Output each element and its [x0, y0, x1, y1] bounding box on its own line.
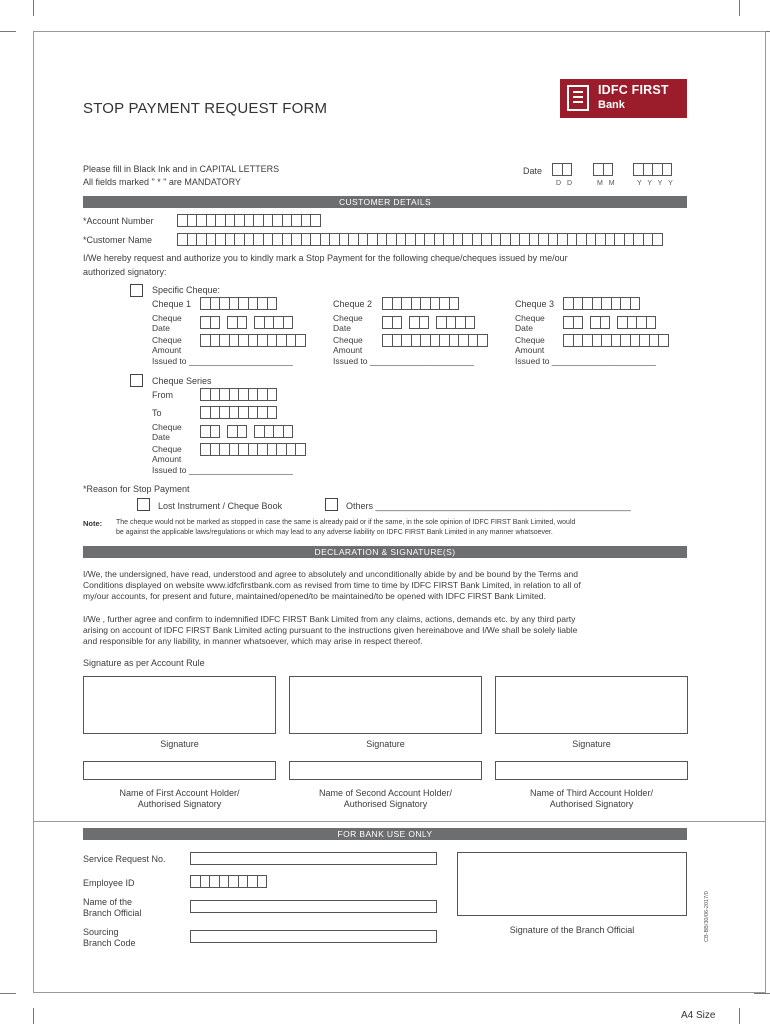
- date-hint-month: M M: [597, 180, 617, 187]
- cheque-date-label: Cheque Date: [333, 313, 363, 333]
- crop-mark: [0, 993, 16, 994]
- bank-logo: [560, 79, 687, 117]
- declaration-paragraph-2: I/We , further agree and confirm to indemnified IDFC FIRST Bank Limited from any claims, actions, demands etc. by any third party arising on account of IDFC FIRST Bank Limited acting pursuant to the instructions given hereinabove and I/We shall be solely liable and responsible for any liability, in manner whatsoever, which may arise in respect thereof.: [83, 614, 578, 646]
- cheque-1-number-boxes[interactable]: [200, 297, 276, 310]
- series-issued-to[interactable]: Issued to ______________________: [152, 465, 293, 475]
- service-request-label: Service Request No.: [83, 854, 166, 864]
- instruction-line: All fields marked " * " are MANDATORY: [83, 177, 241, 187]
- crop-mark: [33, 1008, 34, 1024]
- holder-name-field-1[interactable]: [83, 761, 276, 780]
- others-checkbox[interactable]: [325, 498, 338, 511]
- service-request-field[interactable]: [190, 852, 437, 865]
- signature-caption: Signature: [160, 739, 199, 749]
- cheque-1-label: Cheque 1: [152, 299, 192, 309]
- cheque-3-amount-boxes[interactable]: [563, 334, 668, 347]
- date-day-boxes[interactable]: [552, 163, 571, 176]
- crop-mark: [739, 0, 740, 16]
- cheque-date-label: Cheque Date: [515, 313, 545, 333]
- series-amount-boxes[interactable]: [200, 443, 305, 456]
- logo-text: IDFC FIRST: [598, 83, 669, 97]
- request-text: I/We hereby request and authorize you to kindly mark a Stop Payment for the following cheque/cheques issued by me/our: [83, 253, 568, 263]
- specific-cheque-label: Specific Cheque:: [152, 285, 221, 295]
- date-hint-day: D D: [556, 180, 575, 187]
- note-label: Note:: [83, 519, 103, 528]
- cheque-amount-label: Cheque Amount: [515, 335, 545, 355]
- cheque-1-amount-boxes[interactable]: [200, 334, 305, 347]
- cheque-2-label: Cheque 2: [333, 299, 373, 309]
- cheque-3-issued-to[interactable]: Issued to ______________________: [515, 356, 656, 366]
- crop-mark: [739, 1008, 740, 1024]
- signature-box-1[interactable]: [83, 676, 276, 734]
- cheque-2-amount-boxes[interactable]: [382, 334, 487, 347]
- holder-caption-3: Name of Third Account Holder/ Authorised Signatory: [530, 788, 653, 809]
- cheque-3-label: Cheque 3: [515, 299, 555, 309]
- date-hint-year: Y Y Y Y: [637, 180, 675, 187]
- customer-name-boxes[interactable]: [177, 233, 662, 246]
- note-text: The cheque would not be marked as stopped in case the same is already paid or if the same, in the sole opinion of IDFC FIRST Bank Limited, would: [116, 519, 576, 526]
- specific-cheque-checkbox[interactable]: [130, 284, 143, 297]
- section-divider: [33, 821, 766, 822]
- cheque-amount-label: Cheque Amount: [333, 335, 363, 355]
- bank-use-header: FOR BANK USE ONLY: [83, 828, 687, 840]
- account-number-boxes[interactable]: [177, 214, 320, 227]
- branch-official-label: Name of the Branch Official: [83, 897, 142, 918]
- cheque-3-number-boxes[interactable]: [563, 297, 639, 310]
- holder-name-field-2[interactable]: [289, 761, 482, 780]
- declaration-header: DECLARATION & SIGNATURE(S): [83, 546, 687, 558]
- declaration-paragraph-1: I/We, the undersigned, have read, understood and agree to absolutely and unconditionally abide by and be bound by the Terms and Conditions displayed on website www.idfcfirstbank.com as revised from time to time by IDFC FIRST Bank Limited, in relation to all of my/our accounts, for present and future, maintained/opened/to be maintained/to be opened with IDFC FIRST Bank Limited.: [83, 569, 581, 601]
- cheque-amount-label: Cheque Amount: [152, 335, 182, 355]
- signature-caption: Signature: [572, 739, 611, 749]
- customer-details-header: CUSTOMER DETAILS: [83, 196, 687, 208]
- instruction-line: Please fill in Black Ink and in CAPITAL LETTERS: [83, 164, 280, 174]
- series-to-boxes[interactable]: [200, 406, 276, 419]
- cheque-date-label: Cheque Date: [152, 313, 182, 333]
- cheque-3-date-boxes[interactable]: [563, 316, 655, 329]
- employee-id-label: Employee ID: [83, 878, 135, 888]
- signature-box-2[interactable]: [289, 676, 482, 734]
- signature-box-3[interactable]: [495, 676, 688, 734]
- account-number-label: *Account Number: [83, 216, 154, 226]
- series-date-boxes[interactable]: [200, 425, 292, 438]
- cheque-series-checkbox[interactable]: [130, 374, 143, 387]
- cheque-2-issued-to[interactable]: Issued to ______________________: [333, 356, 474, 366]
- crop-mark: [754, 993, 770, 994]
- cheque-series-label: Cheque Series: [152, 376, 212, 386]
- cheque-1-issued-to[interactable]: Issued to ______________________: [152, 356, 293, 366]
- cheque-2-date-boxes[interactable]: [382, 316, 474, 329]
- crop-mark: [33, 0, 34, 16]
- sourcing-branch-field[interactable]: [190, 930, 437, 943]
- others-field[interactable]: Others ___________________________________________________: [346, 501, 631, 511]
- paper-size-label: A4 Size: [681, 1010, 716, 1021]
- branch-official-field[interactable]: [190, 900, 437, 913]
- branch-signature-caption: Signature of the Branch Official: [509, 925, 635, 935]
- signature-caption: Signature: [366, 739, 405, 749]
- cheque-date-label: Cheque Date: [152, 422, 182, 442]
- series-from-boxes[interactable]: [200, 388, 276, 401]
- form-code: CB-BB/30/06-2017/0: [704, 891, 710, 942]
- cheque-2-number-boxes[interactable]: [382, 297, 458, 310]
- cheque-amount-label: Cheque Amount: [152, 444, 182, 464]
- crop-mark: [0, 31, 16, 32]
- sourcing-branch-label: Sourcing Branch Code: [83, 927, 136, 948]
- signature-rule-label: Signature as per Account Rule: [83, 658, 205, 668]
- employee-id-boxes[interactable]: [190, 875, 266, 888]
- series-from-label: From: [152, 390, 173, 400]
- holder-caption-2: Name of Second Account Holder/ Authorised Signatory: [318, 788, 453, 809]
- date-month-boxes[interactable]: [593, 163, 612, 176]
- reason-label: *Reason for Stop Payment: [83, 484, 190, 494]
- logo-divider: [560, 117, 687, 118]
- branch-signature-box[interactable]: [457, 852, 687, 916]
- request-text: authorized signatory:: [83, 267, 167, 277]
- cheque-1-date-boxes[interactable]: [200, 316, 292, 329]
- date-label: Date: [523, 166, 543, 176]
- holder-name-field-3[interactable]: [495, 761, 688, 780]
- lost-instrument-label: Lost Instrument / Cheque Book: [158, 501, 283, 511]
- customer-name-label: *Customer Name: [83, 235, 153, 245]
- lost-instrument-checkbox[interactable]: [137, 498, 150, 511]
- logo-text: Bank: [598, 99, 625, 111]
- date-year-boxes[interactable]: [633, 163, 671, 176]
- series-to-label: To: [152, 408, 162, 418]
- bank-logo-icon: [567, 85, 589, 111]
- page-title: STOP PAYMENT REQUEST FORM: [83, 100, 328, 117]
- holder-caption-1: Name of First Account Holder/ Authorised Signatory: [119, 788, 240, 809]
- note-text: be against the applicable laws/regulations or which may lead to any adverse liability on IDFC FIRST Bank Limited in any manner whatsoever.: [116, 529, 553, 536]
